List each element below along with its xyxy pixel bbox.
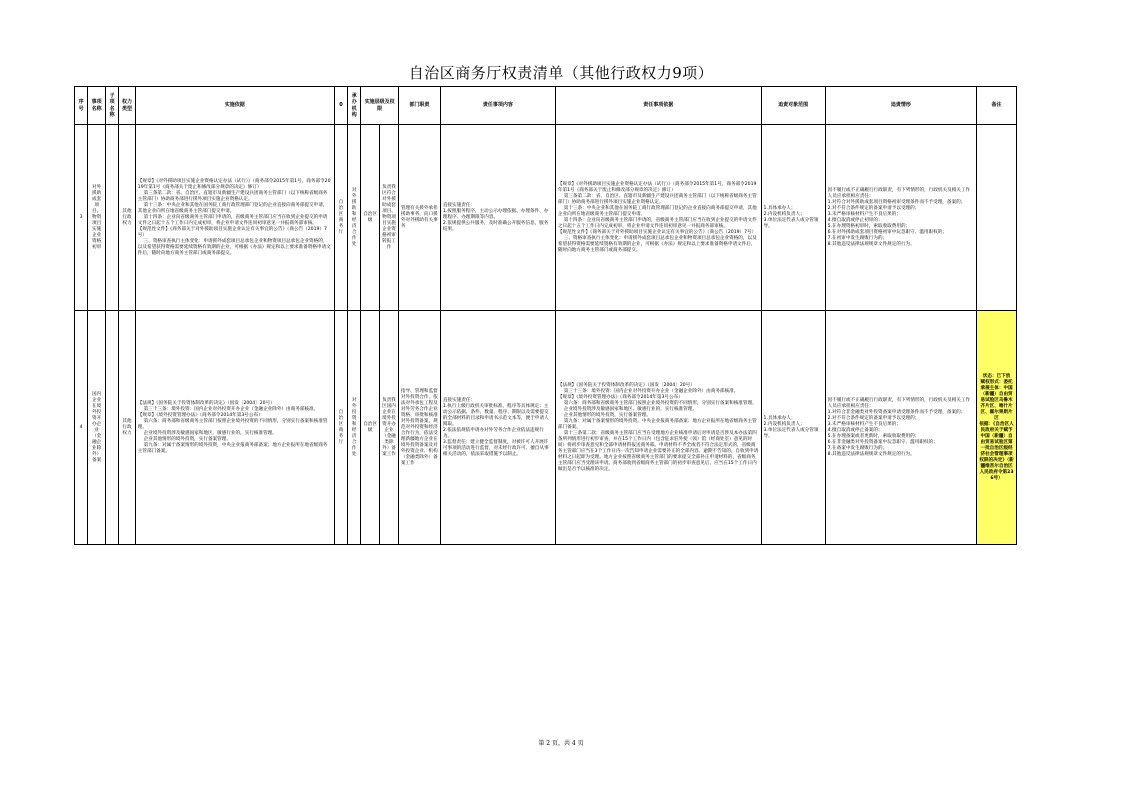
header-resp-content: 责任事项内容 [440,87,555,125]
row-zero: 自治区商务厅 [334,311,347,545]
header-level: 实施层级及权限 [361,87,399,125]
header-zero: 0 [334,87,347,125]
header-item-name: 事项名称 [88,87,106,125]
row-seq: 3 [75,125,88,311]
row-resp-content-detail: 直接实施责任： 1.执行上级行政机关审批标准、程序等具体规定；主动公示依据、条件、数量、程序、期限以及需要提交的全部材料的目录和申请书示范文本等，便于申请人阅取。 2.依法依规依申请办对外劳务合作企业依法违规行为。 3.监督责任：建立健全监督制度，对被许可人开展许可事项的活动进行监督，对未经行政许可、擅自从事相关活动的，依法采取措施予以制止。 [440,311,555,545]
row-level: 自治区级 [361,311,380,545]
row-sub-item [105,311,118,545]
header-remarks: 备注 [977,87,1017,125]
row-account-scope: 1.具体承办人； 2.内设机构负责人； 3.单位法定代表人或分管领导。 [761,311,825,545]
row-resp-content: 管理有关援外承担援助事务，向口援外对外援助有关事务 [398,125,440,311]
page-number: 第 2 页，共 4 页 [538,740,584,747]
row-power-type: 其他行政权力 [119,311,136,545]
row-org: 对外投资和经济合作处 [348,311,361,545]
row-basis: 【规章】《对外援助项目实施企业资格认定办法（试行）》（商务部令2015年第1号，商务部令2019年第1号《商务部关于废止和修改部分规章的决定》修订） 第三条第二款：省、自治区、直辖市及新疆生产建设兵团商务主管部门（以下统称省级商务主管部门）协助商务部进行援外项目实施企业资格认定。 第十三条：中央企业和其他在国务院工商行政管理部门登记的企业直接向商务部提交申请，其他企业向所在地省级商务主管部门提交申请。 第十四条：企业向省级商务主管部门申请的，省级商务主管部门应当在收到企业提交的申请文件之日起十五个工作日内完成初审，将企业申请文件连同初审意见一并报商务部审核。 【规范性文件】《商务部关于对外援助项目实施企业认定有关事宜的公告》（商公告（2019）7号） 三、资格审查执行主体变化：申请援外成套项目总承包企业和物资项目总承包企业资格的，以及希望获得资格需要延续资格有效期的企业，可根据《办法》规定和以上要求准备资格申请文件后，随时向地方商务主管部门或商务部提交。 [135,125,334,311]
row-resp-basis: 【规章】《对外援助项目实施企业资格认定办法（试行）》（商务部令2015年第1号，商务部令2019年第1号《商务部关于废止和修改部分规章的决定》修订） 第三条第二款：省、自治区、直辖市及新疆生产建设兵团商务主管部门（以下统称省级商务主管部门）协助商务部进行援外项目实施企业资格认定。 第十三条：中央企业和其他在国务院工商行政管理部门登记的企业直接向商务部提交申请，其他企业向所在地省级商务主管部门提交申请。 第十四条：企业向省级商务主管部门申请的，省级商务主管部门应当在收到企业提交的申请文件之日起十五个工作日内完成初审，将企业申请文件连同初审意见一并报商务部审核。 【规范性文件】《商务部关于对外援助项目实施企业认定有关事宜的公告》（商公告（2019）7号） 三、资格审查执行主体变化：申请援外成套项目总承包企业和物资项目总承包企业资格的，以及希望获得资格需要延续资格有效期的企业，可根据《办法》规定和以上要求准备资格申请文件后，随时向地方商务主管部门或商务部提交。 [555,125,761,311]
header-org: 承办机构 [348,87,361,125]
row-item-name: 国内企业在境外投资开办企业（金融企业除外）备案 [88,311,106,545]
header-basis: 实施依据 [135,87,334,125]
row-resp-content: 指导、管理和监督对外投资合作，依法对外承包工程及对外劳务合作企业资格、审批和核准对外投资备案、规范对外投资和经济合作行为，依法受理新疆地方企业在境外投资备案及对外投资企业、机构（金融类除外）备案工作 [398,311,440,545]
row-account-scope: 1.具体承办人； 2.内设机构负责人； 3.单位法定代表人或分管领导。 [761,125,825,311]
header-sub-item: 子项名称 [105,87,118,125]
power-list-table [74,86,1017,545]
header-row [75,87,1017,125]
row-dept-duty: 负责我区符合对外援助成套项目、物资项目实施企业资格初审转报工作 [380,125,399,311]
row-item-name: 对外援助成套项目、物资项目实施企业资格初审 [88,125,106,311]
header-seq: 序号 [75,87,88,125]
row-level: 自治区级 [361,125,380,311]
header-account-cases: 追责情形 [825,87,976,125]
row-account-cases: 因不履行或不正确履行行政职责，有下列情形的，行政机关及相关工作人员应承担相应责任： 1.对符合非金融类对外投资备案申请受理条件而不予受理，备案的； 2.对不符合条件规定的备案申请予以受理的； 3.未严格审核材料产生不良后果的； 4.擅自取消或停止备案的； 5.在办理备案或者更新时，索取收取费用的； 6.在非金融类对外投资备案中玩忽职守、滥用职权的； 7.在备案中发生腐败行为的； 8.其他违反法律法规规章文件规定的行为。 [825,311,976,545]
header-dept-duty: 部门职责 [398,87,440,125]
row-resp-content-detail: 直接实施责任： 1.按照服务程序，主动公示办理依据、办理条件、办理程序、办理期限等内容。 2.依规提供公共服务，及时准确公开服务信息，服务结果。 [440,125,555,311]
header-power-type: 权力类型 [119,87,136,125]
row-remarks-highlight: 状态：已下放 赋权形式：委托 承接主体：中国（新疆）自由贸易试验区乌鲁木齐片区、喀什片区、霍尔果斯片区 依据：《自治区人民政府关于赋予中国（新疆）自由贸易试验区第一批自治区级经济社会管理事项权限的决定》（新疆维吾尔自治区人民政府令第236号） [977,311,1017,545]
row-remarks [977,125,1017,311]
row-account-cases: 因不履行或不正确履行行政职责，有下列情形的，行政机关及相关工作人员应承担相应责任： 1.对符合对外援助成套项目资格初审受理条件而不予受理，备案的； 2.对不符合条件规定的备案申请予以受理的； 3.未严格审核材料产生不良后果的； 4.擅自取消或停止初审的； 5.在办理资格初审时，索取收取费用的； 6.在对外援助成套项目资格初审中玩忽职守、滥用职权的； 7.在初审中发生腐败行为的； 8.其他违反法律法规规章文件规定的行为。 [825,125,976,311]
header-account-scope: 追责对象范围 [761,87,825,125]
row-resp-basis: 【法规】《国务院关于投资体制改革的决定》（国发〔2004〕20号） 第三十三条：境外投资：国内企业对外投资开办企业（金融企业除外）由商务部核准。 【规章】《境外投资管理办法》（商务部令2014年第3号公布） 第六条：商务部和省级商务主管部门按照企业境外投资的不同情形，分别实行备案和核准管理。 企业境外投资涉及敏感国家和地区、敏感行业的，实行核准管理。 企业其他情形的境外投资，实行备案管理。 第九条：对属于备案情形的境外投资，中央企业报商务部备案；地方企业报所在地省级商务主管部门备案。 第十三条第二款：省级商务主管部门应当在受理地方企业核准申请后对申请是否涉及本办法第四条所列情形进行初步审查，并在15个工作日内（包含征求驻外使（领）馆（经商处室）意见的时间）将初步审查意见和全部申请材料报送商务部。申请材料不齐全或者不符合法定形式的，省级商务主管部门应当在3个工作日内一次告知申请企业需要补正的全部内容。逾期不告知的，自收到申请材料之日起即为受理。地方企业按照省级商务主管部门的要求提交全部补正申请材料的，省级商务主管部门应当受理该申请。商务部收到省级商务主管部门的初步审查意见后，应当在15个工作日内做出是否予以核准的决定。 [555,311,761,545]
row-zero: 自治区商务厅 [334,125,347,311]
page-title: 自治区商务厅权责清单（其他行政权力9项） [408,64,714,82]
row-sub-item [105,125,118,311]
table-row [75,311,1017,545]
table-row [75,125,1017,311]
row-seq: 4 [75,311,88,545]
row-power-type: 其他行政权力 [119,125,136,311]
row-basis: 【法规】《国务院关于投资体制改革的决定》（国发〔2004〕20号） 第三十三条：境外投资：国内企业对外投资开办企业（金融企业除外）由商务部核准。 【规章】《境外投资管理办法》（商务部令2014年第3号公布） 第六条：商务部和省级商务主管部门按照企业境外投资的不同情形，分别实行备案和核准管理。 企业境外投资涉及敏感国家和地区、敏感行业的，实行核准管理。 企业其他情形的境外投资，实行备案管理。 第九条：对属于备案情形的境外投资，中央企业报商务部备案；地方企业报所在地省级商务主管部门备案。 [135,311,334,545]
header-resp-basis: 责任事项依据 [555,87,761,125]
row-org: 对外援助和经济合作处 [348,125,361,311]
row-dept-duty: 负责我区国内企业在境外投资开办企业（金融类除外）备案工作 [380,311,399,545]
